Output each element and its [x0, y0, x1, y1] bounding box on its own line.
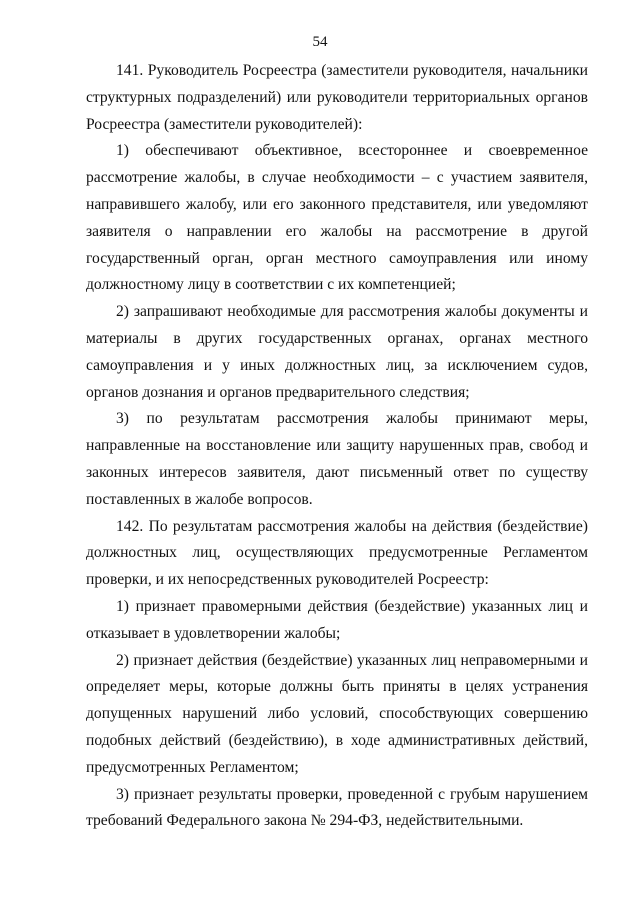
paragraph-clause-142-item-2: 2) признает действия (бездействие) указанных лиц неправомерными и определяет меры, которые должны быть приняты в целях устранения допущенных нарушений либо условий, способствующих совершению подобных действий (бездействию), в ходе административных действий, предусмотренных Регламентом;	[86, 651, 588, 776]
paragraph-clause-142-item-3: 3) признает результаты проверки, проведенной с грубым нарушением требований Федерального закона № 294-ФЗ, недействительными.	[86, 785, 588, 830]
paragraph-clause-141-intro: 141. Руководитель Росреестра (заместители руководителя, начальники структурных подразделений) или руководители территориальных органов Росреестра (заместители руководителей):	[86, 62, 588, 133]
paragraph-clause-141-item-1: 1) обеспечивают объективное, всестороннее и своевременное рассмотрение жалобы, в случае необходимости – с участием заявителя, направившего жалобу, или его законного представителя, или уведомляют заявителя о направлении его жалобы на рассмотрение в другой государственный орган, орган местного самоуправления или иному должностному лицу в соответствии с их компетенцией;	[86, 142, 588, 294]
paragraph-clause-142-item-1: 1) признает правомерными действия (бездействие) указанных лиц и отказывает в удовлетворении жалобы;	[86, 597, 588, 642]
document-body	[86, 58, 588, 835]
paragraph-clause-141-item-3: 3) по результатам рассмотрения жалобы принимают меры, направленные на восстановление или защиту нарушенных прав, свобод и законных интересов заявителя, дают письменный ответ по существу поставленных в жалобе вопросов.	[86, 410, 588, 508]
paragraph-clause-141-item-2: 2) запрашивают необходимые для рассмотрения жалобы документы и материалы в других государственных органах, органах местного самоуправления и у иных должностных лиц, за исключением судов, органов дознания и органов предварительного следствия;	[86, 303, 588, 401]
page-number: 54	[312, 34, 328, 50]
paragraph-clause-142-intro: 142. По результатам рассмотрения жалобы на действия (бездействие) должностных лиц, осуществляющих предусмотренные Регламентом проверки, и их непосредственных руководителей Росреестр:	[86, 517, 588, 589]
